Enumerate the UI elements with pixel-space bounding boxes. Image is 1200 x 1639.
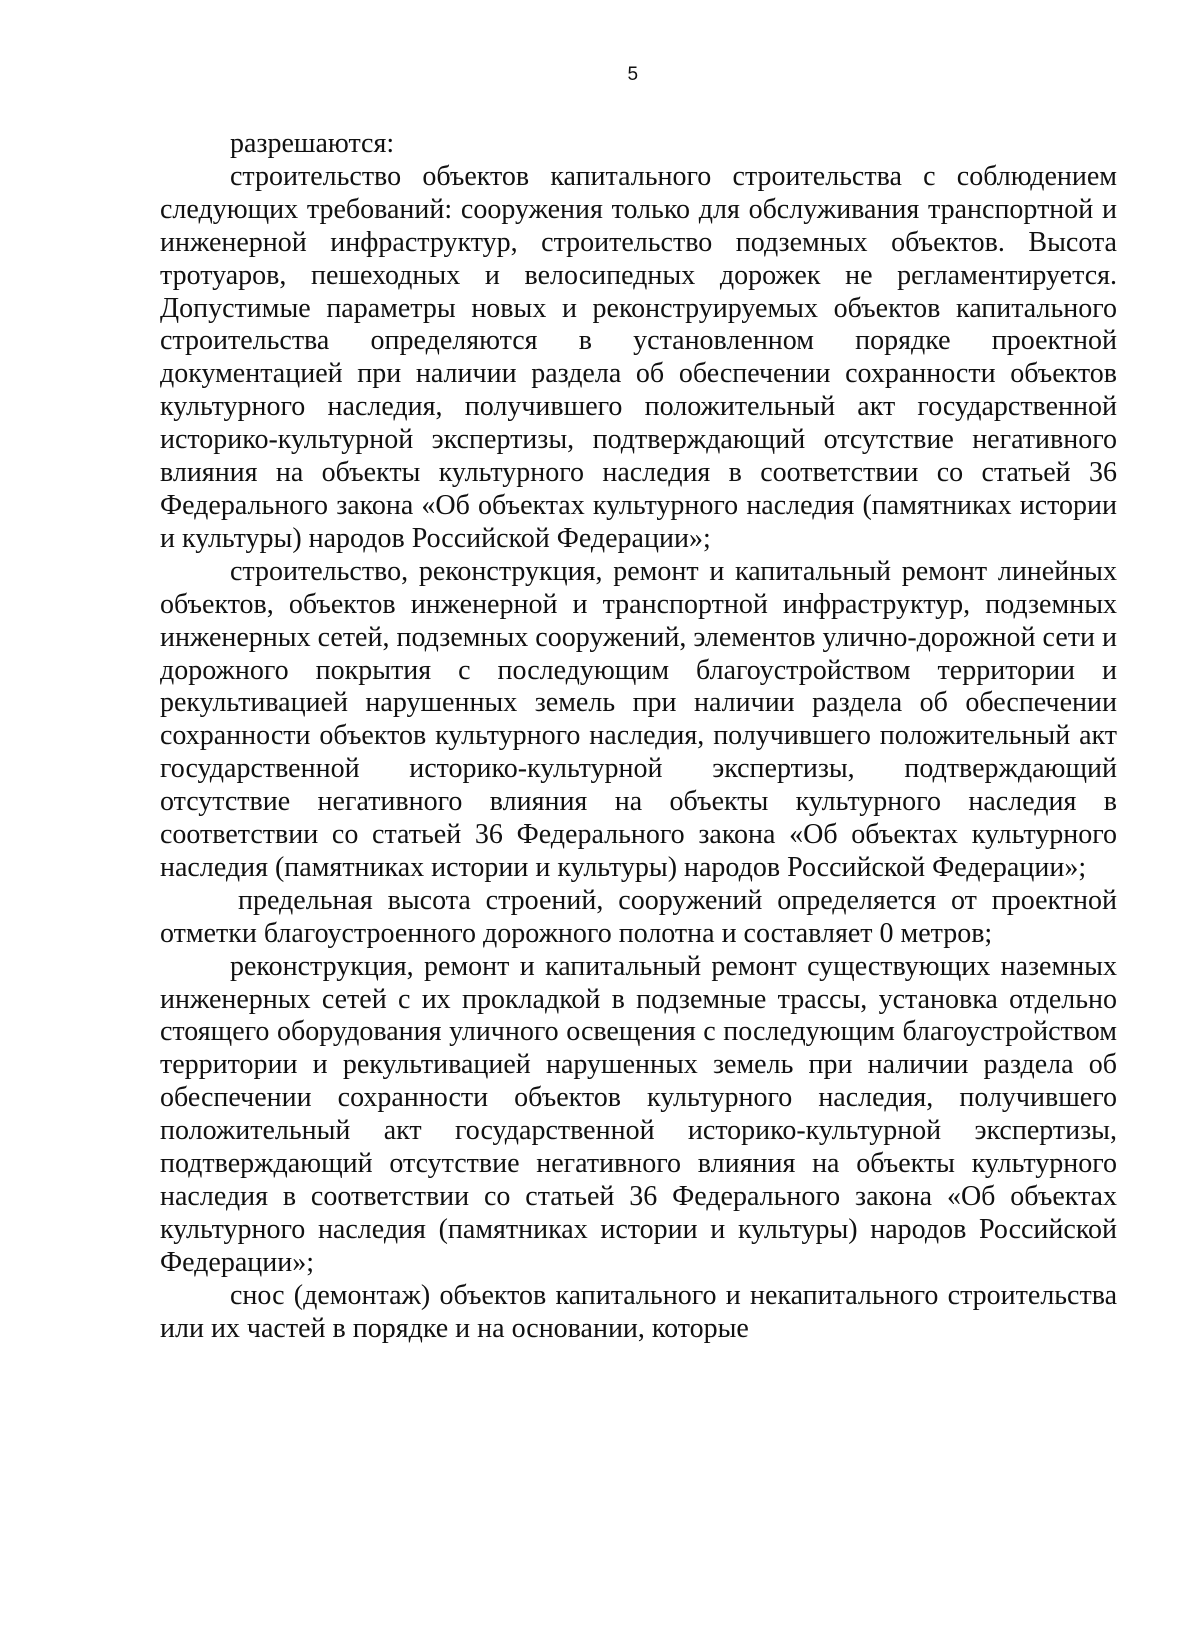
paragraph-6: снос (демонтаж) объектов капитального и некапитального строительства или их частей в порядке и на основании, которые xyxy=(160,1279,1117,1344)
paragraph-3: строительство, реконструкция, ремонт и капитальный ремонт линейных объектов, объектов инженерной и транспортной инфраструктур, подземных инженерных сетей, подземных сооружений, элементов улично-дорожной сети и дорожного покрытия с последующим благоустройством территории и рекультивацией нарушенных земель при наличии раздела об обеспечении сохранности объектов культурного наследия, получившего положительный акт государственной историко-культурной экспертизы, подтверждающий отсутствие негативного влияния на объекты культурного наследия в соответствии со статьей 36 Федерального закона «Об объектах культурного наследия (памятниках истории и культуры) народов Российской Федерации»; xyxy=(160,555,1117,883)
paragraph-1: разрешаются: xyxy=(230,128,395,159)
paragraph-2: строительство объектов капитального строительства с соблюдением следующих требований: сооружения только для обслуживания транспортной и инженерной инфраструктур, строительство подземных объектов. Высота тротуаров, пешеходных и велосипедных дорожек не регламентируется. Допустимые параметры новых и реконструируемых объектов капитального строительства определяются в установленном порядке проектной документацией при наличии раздела об обеспечении сохранности объектов культурного наследия, получившего положительный акт государственной историко-культурной экспертизы, подтверждающий отсутствие негативного влияния на объекты культурного наследия в соответствии со статьей 36 Федерального закона «Об объектах культурного наследия (памятниках истории и культуры) народов Российской Федерации»; xyxy=(160,160,1117,554)
document-body xyxy=(160,128,1117,1346)
paragraph-4: предельная высота строений, сооружений определяется от проектной отметки благоустроенного дорожного полотна и составляет 0 метров; xyxy=(160,884,1117,949)
paragraph-5: реконструкция, ремонт и капитальный ремонт существующих наземных инженерных сетей с их прокладкой в подземные трассы, установка отдельно стоящего оборудования уличного освещения с последующим благоустройством территории и рекультивацией нарушенных земель при наличии раздела об обеспечении сохранности объектов культурного наследия, получившего положительный акт государственной историко-культурной экспертизы, подтверждающий отсутствие негативного влияния на объекты культурного наследия в соответствии со статьей 36 Федерального закона «Об объектах культурного наследия (памятниках истории и культуры) народов Российской Федерации»; xyxy=(160,950,1117,1278)
page-number: 5 xyxy=(627,64,639,85)
